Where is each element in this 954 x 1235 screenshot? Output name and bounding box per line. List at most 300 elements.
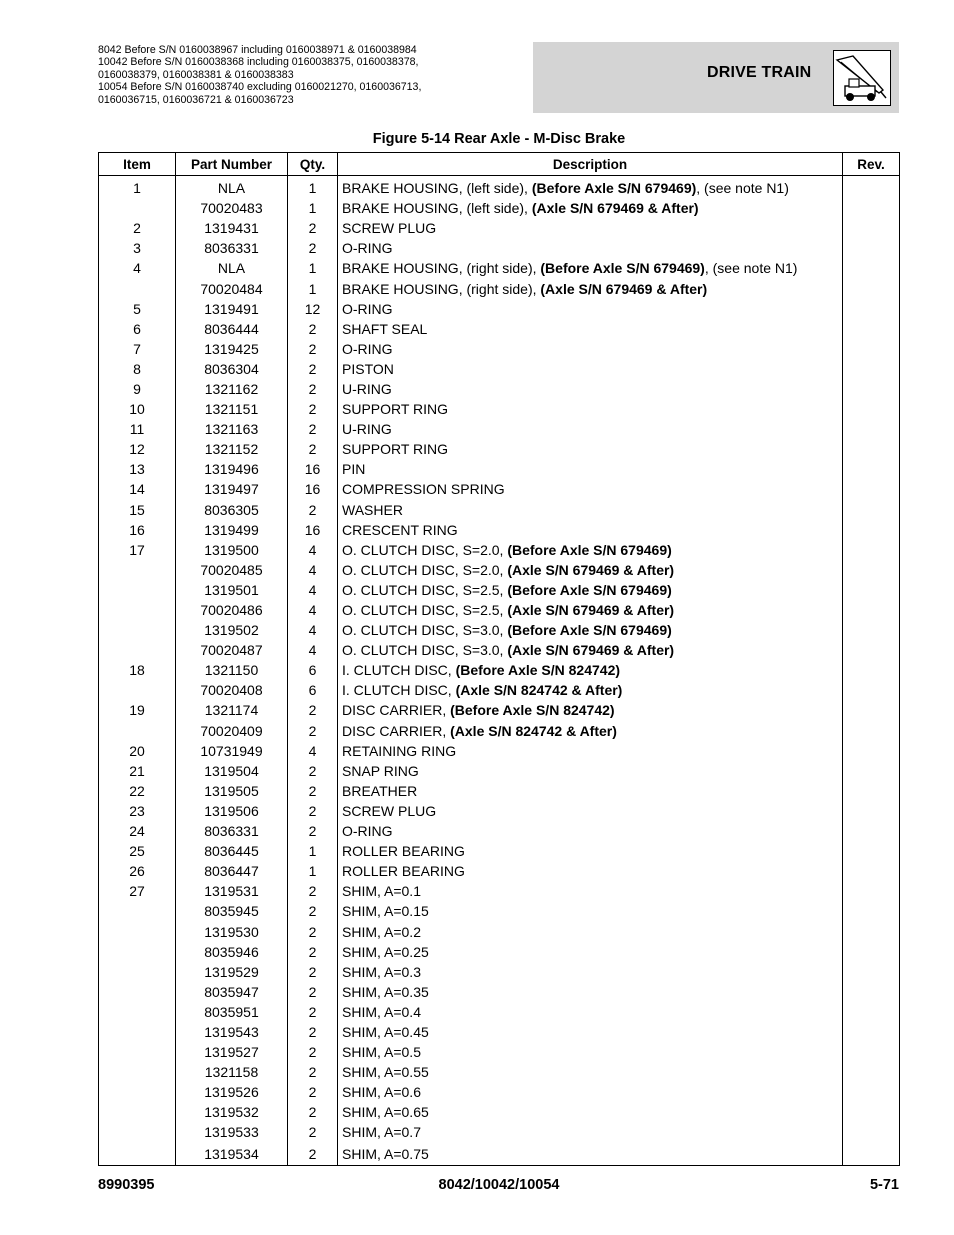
description-cell <box>338 520 843 540</box>
applicability-line: 0160038379, 0160038381 & 0160038383 <box>98 68 294 81</box>
table-row <box>99 921 900 941</box>
description-cell <box>338 1062 843 1082</box>
table-row <box>99 761 900 781</box>
qty-cell: 1 <box>288 198 338 218</box>
item-cell <box>99 901 176 921</box>
serial-range-text: (Before Axle S/N 824742) <box>450 702 615 719</box>
item-cell: 26 <box>99 861 176 881</box>
rev-cell <box>843 1062 900 1082</box>
qty-cell: 2 <box>288 962 338 982</box>
description-cell <box>338 218 843 238</box>
description-cell <box>338 238 843 258</box>
description-text: ROLLER BEARING <box>342 863 465 880</box>
table-row <box>99 399 900 419</box>
description-cell <box>338 1143 843 1166</box>
parts-table <box>98 152 900 1166</box>
serial-range-text: (Before Axle S/N 679469) <box>507 622 672 639</box>
rev-cell <box>843 459 900 479</box>
part-number-cell: 70020486 <box>176 600 288 620</box>
description-text: BREATHER <box>342 782 418 799</box>
rev-cell <box>843 680 900 700</box>
description-text: SUPPORT RING <box>342 441 449 458</box>
item-cell: 14 <box>99 479 176 499</box>
column-header-rev: Rev. <box>843 153 900 176</box>
description-text: SHIM, A=0.25 <box>342 943 429 960</box>
rev-cell <box>843 1143 900 1166</box>
item-cell: 3 <box>99 238 176 258</box>
description-text: O-RING <box>342 240 393 257</box>
description-text: SHIM, A=0.6 <box>342 1084 421 1101</box>
applicability-notes <box>98 44 528 106</box>
part-number-cell: 1321162 <box>176 379 288 399</box>
part-number-cell: 8035946 <box>176 942 288 962</box>
rev-cell <box>843 921 900 941</box>
rev-cell <box>843 540 900 560</box>
table-row <box>99 459 900 479</box>
qty-cell: 6 <box>288 660 338 680</box>
description-cell <box>338 942 843 962</box>
serial-range-text: (Before Axle S/N 679469) <box>507 581 672 598</box>
rev-cell <box>843 1082 900 1102</box>
qty-cell: 2 <box>288 1102 338 1122</box>
description-cell <box>338 801 843 821</box>
description-text: PISTON <box>342 360 394 377</box>
description-text: I. CLUTCH DISC, <box>342 662 456 679</box>
rev-cell <box>843 319 900 339</box>
part-number-cell: 1319527 <box>176 1042 288 1062</box>
table-row <box>99 1102 900 1122</box>
description-cell <box>338 560 843 580</box>
qty-cell: 4 <box>288 741 338 761</box>
description-cell <box>338 921 843 941</box>
item-cell: 19 <box>99 700 176 720</box>
rev-cell <box>843 339 900 359</box>
table-row <box>99 1022 900 1042</box>
part-number-cell: 1321158 <box>176 1062 288 1082</box>
column-header-description: Description <box>338 153 843 176</box>
part-number-cell: 1321152 <box>176 439 288 459</box>
description-text: SUPPORT RING <box>342 401 449 418</box>
part-number-cell: 1321174 <box>176 700 288 720</box>
table-row <box>99 218 900 238</box>
rev-cell <box>843 278 900 298</box>
qty-cell: 2 <box>288 419 338 439</box>
part-number-cell: 8035951 <box>176 1002 288 1022</box>
item-cell: 22 <box>99 781 176 801</box>
description-text: SHIM, A=0.2 <box>342 923 421 940</box>
item-cell <box>99 560 176 580</box>
item-cell: 18 <box>99 660 176 680</box>
serial-range-text: (Before Axle S/N 679469) <box>540 260 705 277</box>
part-number-cell: 1319496 <box>176 459 288 479</box>
description-text: COMPRESSION SPRING <box>342 481 505 498</box>
item-cell <box>99 278 176 298</box>
item-cell <box>99 1042 176 1062</box>
qty-cell: 4 <box>288 560 338 580</box>
description-text: SHIM, A=0.4 <box>342 1003 421 1020</box>
rev-cell <box>843 1122 900 1142</box>
qty-cell: 4 <box>288 540 338 560</box>
part-number-cell: 8036304 <box>176 359 288 379</box>
table-row <box>99 901 900 921</box>
description-cell <box>338 500 843 520</box>
qty-cell: 12 <box>288 299 338 319</box>
qty-cell: 2 <box>288 781 338 801</box>
part-number-cell: 1319543 <box>176 1022 288 1042</box>
item-cell <box>99 1122 176 1142</box>
description-text: U-RING <box>342 380 392 397</box>
column-header-part-number: Part Number <box>176 153 288 176</box>
part-number-cell: NLA <box>176 176 288 199</box>
rev-cell <box>843 721 900 741</box>
table-row <box>99 640 900 660</box>
part-number-cell: 8036444 <box>176 319 288 339</box>
serial-range-text: (Axle S/N 679469 & After) <box>507 561 675 578</box>
description-cell <box>338 540 843 560</box>
description-cell <box>338 982 843 1002</box>
rev-cell <box>843 258 900 278</box>
part-number-cell: 1319506 <box>176 801 288 821</box>
table-row <box>99 479 900 499</box>
applicability-line: 10054 Before S/N 0160038740 excluding 0160021270, 0160036713, <box>98 81 422 94</box>
table-row <box>99 861 900 881</box>
item-cell: 1 <box>99 176 176 199</box>
item-cell: 23 <box>99 801 176 821</box>
part-number-cell: 1321150 <box>176 660 288 680</box>
description-cell <box>338 1082 843 1102</box>
table-row <box>99 299 900 319</box>
part-number-cell: 10731949 <box>176 741 288 761</box>
rev-cell <box>843 176 900 199</box>
serial-range-text: (Before Axle S/N 824742) <box>455 662 621 679</box>
item-cell: 7 <box>99 339 176 359</box>
item-cell: 5 <box>99 299 176 319</box>
table-row <box>99 700 900 720</box>
qty-cell: 4 <box>288 620 338 640</box>
applicability-line: 0160036715, 0160036721 & 0160036723 <box>98 93 294 106</box>
description-cell <box>338 258 843 278</box>
table-row <box>99 379 900 399</box>
item-cell <box>99 942 176 962</box>
description-text: O. CLUTCH DISC, S=2.5, <box>342 581 508 598</box>
description-cell <box>338 439 843 459</box>
description-cell <box>338 841 843 861</box>
part-number-cell: 70020485 <box>176 560 288 580</box>
table-header-row <box>99 153 900 176</box>
qty-cell: 2 <box>288 439 338 459</box>
item-cell: 4 <box>99 258 176 278</box>
part-number-cell: 70020409 <box>176 721 288 741</box>
table-row <box>99 439 900 459</box>
description-cell <box>338 1022 843 1042</box>
part-number-cell: 1319497 <box>176 479 288 499</box>
description-cell <box>338 399 843 419</box>
serial-range-text: (Before Axle S/N 679469) <box>531 180 697 197</box>
qty-cell: 2 <box>288 339 338 359</box>
description-cell <box>338 1042 843 1062</box>
description-note-text: , (see note N1) <box>696 180 789 197</box>
part-number-cell: 1319530 <box>176 921 288 941</box>
description-text: SCREW PLUG <box>342 802 437 819</box>
description-cell <box>338 680 843 700</box>
item-cell <box>99 962 176 982</box>
item-cell: 27 <box>99 881 176 901</box>
section-header <box>533 42 899 113</box>
table-row <box>99 1143 900 1166</box>
qty-cell: 2 <box>288 379 338 399</box>
description-text: SNAP RING <box>342 762 419 779</box>
qty-cell: 1 <box>288 278 338 298</box>
table-row <box>99 1042 900 1062</box>
part-number-cell: 1319532 <box>176 1102 288 1122</box>
table-row <box>99 258 900 278</box>
description-cell <box>338 901 843 921</box>
applicability-line: 8042 Before S/N 0160038967 including 0160038971 & 0160038984 <box>98 44 417 56</box>
serial-range-text: (Axle S/N 824742 & After) <box>455 682 623 699</box>
serial-range-text: (Axle S/N 679469 & After) <box>507 642 675 659</box>
item-cell: 13 <box>99 459 176 479</box>
qty-cell: 2 <box>288 700 338 720</box>
description-text: ROLLER BEARING <box>342 843 465 860</box>
part-number-cell: 8035947 <box>176 982 288 1002</box>
qty-cell: 16 <box>288 459 338 479</box>
rev-cell <box>843 901 900 921</box>
description-text: O. CLUTCH DISC, S=2.0, <box>342 541 508 558</box>
qty-cell: 2 <box>288 1022 338 1042</box>
item-cell: 25 <box>99 841 176 861</box>
rev-cell <box>843 761 900 781</box>
description-text: O. CLUTCH DISC, S=2.5, <box>342 602 508 619</box>
description-text: SHAFT SEAL <box>342 320 428 337</box>
description-text: SHIM, A=0.5 <box>342 1044 421 1061</box>
table-row <box>99 540 900 560</box>
rev-cell <box>843 942 900 962</box>
part-number-cell: 1319534 <box>176 1143 288 1166</box>
description-cell <box>338 881 843 901</box>
part-number-cell: 8036331 <box>176 238 288 258</box>
table-row <box>99 942 900 962</box>
qty-cell: 2 <box>288 821 338 841</box>
description-text: O-RING <box>342 300 393 317</box>
qty-cell: 2 <box>288 238 338 258</box>
description-cell <box>338 419 843 439</box>
table-row <box>99 278 900 298</box>
item-cell <box>99 198 176 218</box>
table-row <box>99 962 900 982</box>
parts-table-body <box>99 176 900 1166</box>
description-cell <box>338 1002 843 1022</box>
item-cell <box>99 1002 176 1022</box>
part-number-cell: 70020483 <box>176 198 288 218</box>
description-text: BRAKE HOUSING, (left side), <box>342 180 532 197</box>
description-text: U-RING <box>342 421 392 438</box>
description-text: CRESCENT RING <box>342 521 458 538</box>
table-row <box>99 580 900 600</box>
table-row <box>99 982 900 1002</box>
item-cell: 11 <box>99 419 176 439</box>
rev-cell <box>843 881 900 901</box>
table-row <box>99 339 900 359</box>
rev-cell <box>843 439 900 459</box>
rev-cell <box>843 238 900 258</box>
applicability-line: 10042 Before S/N 0160038368 including 0160038375, 0160038378, <box>98 56 419 69</box>
part-number-cell: 8036331 <box>176 821 288 841</box>
description-text: SHIM, A=0.55 <box>342 1064 429 1081</box>
rev-cell <box>843 620 900 640</box>
description-text: SHIM, A=0.65 <box>342 1104 429 1121</box>
qty-cell: 2 <box>288 881 338 901</box>
table-row <box>99 1062 900 1082</box>
description-cell <box>338 379 843 399</box>
part-number-cell: 8036305 <box>176 500 288 520</box>
description-cell <box>338 1102 843 1122</box>
item-cell: 24 <box>99 821 176 841</box>
description-text: O. CLUTCH DISC, S=3.0, <box>342 622 508 639</box>
qty-cell: 2 <box>288 399 338 419</box>
rev-cell <box>843 399 900 419</box>
rev-cell <box>843 861 900 881</box>
description-text: WASHER <box>342 501 403 518</box>
serial-range-text: (Before Axle S/N 679469) <box>507 541 672 558</box>
description-text: BRAKE HOUSING, (right side), <box>342 280 541 297</box>
item-cell <box>99 1102 176 1122</box>
part-number-cell: 1319531 <box>176 881 288 901</box>
description-cell <box>338 861 843 881</box>
table-row <box>99 176 900 199</box>
description-text: SHIM, A=0.7 <box>342 1124 421 1141</box>
description-cell <box>338 580 843 600</box>
qty-cell: 1 <box>288 176 338 199</box>
description-cell <box>338 278 843 298</box>
qty-cell: 2 <box>288 359 338 379</box>
part-number-cell: 1319501 <box>176 580 288 600</box>
qty-cell: 2 <box>288 1062 338 1082</box>
description-cell <box>338 700 843 720</box>
serial-range-text: (Axle S/N 824742 & After) <box>450 722 617 739</box>
rev-cell <box>843 841 900 861</box>
rev-cell <box>843 218 900 238</box>
table-row <box>99 660 900 680</box>
description-cell <box>338 319 843 339</box>
rev-cell <box>843 600 900 620</box>
description-note-text: , (see note N1) <box>704 260 798 277</box>
description-text: SHIM, A=0.1 <box>342 883 421 900</box>
description-text: SHIM, A=0.45 <box>342 1023 429 1040</box>
description-cell <box>338 198 843 218</box>
serial-range-text: (Axle S/N 679469 & After) <box>531 200 699 217</box>
item-cell: 20 <box>99 741 176 761</box>
description-cell <box>338 761 843 781</box>
description-text: O. CLUTCH DISC, S=3.0, <box>342 642 508 659</box>
rev-cell <box>843 1002 900 1022</box>
table-row <box>99 198 900 218</box>
part-number-cell: 1319431 <box>176 218 288 238</box>
table-row <box>99 419 900 439</box>
item-cell: 8 <box>99 359 176 379</box>
description-cell <box>338 299 843 319</box>
footer-models: 8042/10042/10054 <box>438 1177 560 1193</box>
item-cell: 21 <box>99 761 176 781</box>
column-header-qty: Qty. <box>288 153 338 176</box>
item-cell <box>99 600 176 620</box>
rev-cell <box>843 1102 900 1122</box>
part-number-cell: 8036447 <box>176 861 288 881</box>
item-cell: 2 <box>99 218 176 238</box>
qty-cell: 2 <box>288 942 338 962</box>
qty-cell: 6 <box>288 680 338 700</box>
description-text: PIN <box>342 461 366 478</box>
qty-cell: 2 <box>288 801 338 821</box>
description-cell <box>338 781 843 801</box>
item-cell <box>99 640 176 660</box>
part-number-cell: 8035945 <box>176 901 288 921</box>
table-row <box>99 520 900 540</box>
description-cell <box>338 600 843 620</box>
description-text: RETAINING RING <box>342 742 457 759</box>
description-cell <box>338 640 843 660</box>
description-cell <box>338 1122 843 1142</box>
rev-cell <box>843 560 900 580</box>
part-number-cell: 1319526 <box>176 1082 288 1102</box>
rev-cell <box>843 359 900 379</box>
table-row <box>99 500 900 520</box>
qty-cell: 1 <box>288 861 338 881</box>
table-row <box>99 359 900 379</box>
qty-cell: 16 <box>288 520 338 540</box>
qty-cell: 2 <box>288 721 338 741</box>
column-header-item: Item <box>99 153 176 176</box>
rev-cell <box>843 1022 900 1042</box>
qty-cell: 4 <box>288 640 338 660</box>
description-text: SHIM, A=0.75 <box>342 1145 429 1162</box>
rev-cell <box>843 479 900 499</box>
table-row <box>99 319 900 339</box>
qty-cell: 2 <box>288 1122 338 1142</box>
description-text: SHIM, A=0.35 <box>342 983 429 1000</box>
rev-cell <box>843 379 900 399</box>
description-cell <box>338 459 843 479</box>
qty-cell: 2 <box>288 921 338 941</box>
part-number-cell: 70020484 <box>176 278 288 298</box>
rev-cell <box>843 781 900 801</box>
description-cell <box>338 479 843 499</box>
item-cell <box>99 721 176 741</box>
table-row <box>99 620 900 640</box>
table-row <box>99 600 900 620</box>
part-number-cell: 70020408 <box>176 680 288 700</box>
description-text: I. CLUTCH DISC, <box>342 682 456 699</box>
table-row <box>99 1122 900 1142</box>
qty-cell: 16 <box>288 479 338 499</box>
part-number-cell: 70020487 <box>176 640 288 660</box>
rev-cell <box>843 982 900 1002</box>
rev-cell <box>843 821 900 841</box>
item-cell <box>99 1062 176 1082</box>
item-cell: 12 <box>99 439 176 459</box>
table-row <box>99 781 900 801</box>
rev-cell <box>843 660 900 680</box>
part-number-cell: 1321151 <box>176 399 288 419</box>
rev-cell <box>843 580 900 600</box>
description-cell <box>338 339 843 359</box>
item-cell <box>99 1143 176 1166</box>
part-number-cell: 1319529 <box>176 962 288 982</box>
description-cell <box>338 620 843 640</box>
rev-cell <box>843 640 900 660</box>
description-cell <box>338 359 843 379</box>
item-cell: 9 <box>99 379 176 399</box>
table-row <box>99 1002 900 1022</box>
